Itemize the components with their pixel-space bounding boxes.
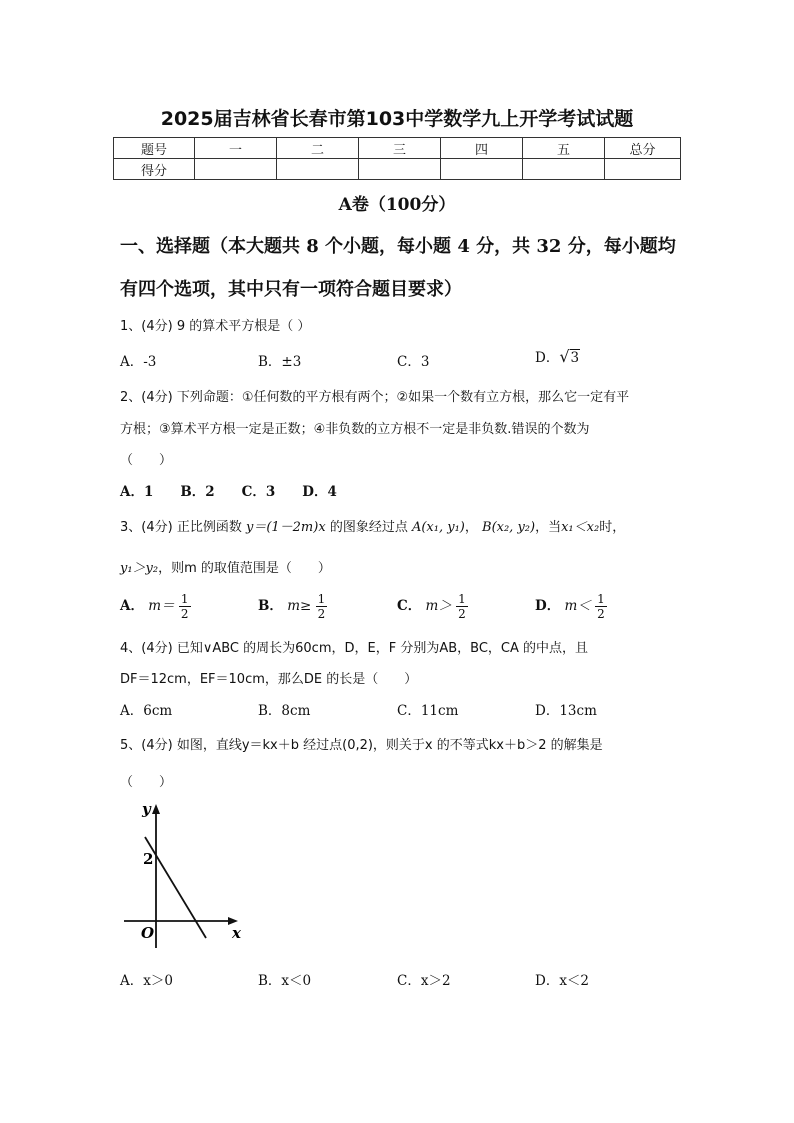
part-title: A卷（100分） xyxy=(338,195,456,215)
q3-option-c-label: C． xyxy=(397,598,422,614)
score-header-cell: 二 xyxy=(277,138,359,159)
score-table xyxy=(113,137,681,180)
score-header-cell: 一 xyxy=(195,138,277,159)
q3-option-a-label: A． xyxy=(120,598,144,614)
score-header-cell: 总分 xyxy=(605,138,681,159)
q1-option-c[interactable]: C．3 xyxy=(397,354,430,370)
score-cell[interactable] xyxy=(359,159,441,180)
q1-option-b[interactable]: B．±3 xyxy=(258,354,302,370)
question-3-line2 xyxy=(120,557,331,576)
q3-option-d-label: D． xyxy=(535,598,561,614)
score-cell[interactable] xyxy=(195,159,277,180)
fraction-one-half xyxy=(316,592,328,621)
line-y-kx-b xyxy=(145,837,206,938)
score-header-cell: 三 xyxy=(359,138,441,159)
q5-option-c[interactable]: C．x＞2 xyxy=(397,973,451,989)
y-intercept-label: 2 xyxy=(143,850,154,868)
q5-option-d[interactable]: D．x＜2 xyxy=(535,973,590,989)
fraction-numerator: 1 xyxy=(597,592,605,606)
q4-option-c[interactable]: C．11cm xyxy=(397,703,459,719)
q3-prefix: 3、(4分) 正比例函数 xyxy=(120,520,242,535)
q5-option-a[interactable]: A．x＞0 xyxy=(120,973,173,989)
question-3-line1: 3、(4分) 正比例函数 y＝(1－2m)x 的图象经过点 A(x₁, y₁)， B(x₂, y₂)，当x₁＜x₂时， xyxy=(120,520,626,535)
fraction-numerator: 1 xyxy=(458,592,466,606)
fraction-numerator: 1 xyxy=(180,592,189,606)
x-axis-label: x xyxy=(232,924,241,942)
section-heading-line2: 有四个选项，其中只有一项符合题目要求） xyxy=(120,279,462,300)
q3-option-a[interactable] xyxy=(120,592,191,621)
fraction-denominator: 2 xyxy=(597,607,605,621)
y-axis-label: y xyxy=(142,800,151,818)
question-1-stem: 1、(4分) 9 的算术平方根是（ ） xyxy=(120,319,311,334)
score-table-header-row xyxy=(114,138,681,159)
q4-option-b[interactable]: B．8cm xyxy=(258,703,311,719)
q3-line2-condition: y₁＞y₂ xyxy=(120,561,159,576)
score-header-cell: 四 xyxy=(441,138,523,159)
q3-point-b: B(x₂, y₂) xyxy=(482,520,536,535)
q3-mid: 的图象经过点 xyxy=(329,520,408,535)
q4-option-d[interactable]: D．13cm xyxy=(535,703,597,719)
score-header-cell: 题号 xyxy=(114,138,195,159)
q1-option-a[interactable]: A．-3 xyxy=(120,354,157,370)
question-4-line1: 4、(4分) 已知∨ABC 的周长为60cm，D，E，F 分别为AB，BC，CA 的中点，且 xyxy=(120,641,588,656)
score-cell[interactable] xyxy=(277,159,359,180)
question-2-line3: （ ） xyxy=(120,453,173,468)
q3-option-d-relation: m＜ xyxy=(564,598,591,614)
q3-option-c-relation: m＞ xyxy=(425,598,452,614)
q3-option-b[interactable] xyxy=(258,592,327,621)
question-2-line2: 方根；③算术平方根一定是正数；④非负数的立方根不一定是非负数.错误的个数为 xyxy=(120,422,590,437)
score-cell[interactable] xyxy=(605,159,681,180)
score-header-cell: 五 xyxy=(523,138,605,159)
score-cell[interactable] xyxy=(441,159,523,180)
fraction-one-half xyxy=(595,592,607,621)
q1-option-d-label: D． xyxy=(535,350,560,366)
score-cell[interactable] xyxy=(523,159,605,180)
q1-option-d[interactable] xyxy=(535,346,580,366)
question-2-line1: 2、(4分) 下列命题：①任何数的平方根有两个；②如果一个数有立方根，那么它一定有平 xyxy=(120,390,630,405)
section-heading-line1: 一、选择题（本大题共 8 个小题，每小题 4 分，共 32 分，每小题均 xyxy=(120,236,676,257)
q3-point-a: A(x₁, y₁) xyxy=(411,520,465,535)
q5-graph xyxy=(118,800,248,950)
sqrt-symbol-icon: √ xyxy=(559,347,570,366)
q5-option-b[interactable]: B．x＜0 xyxy=(258,973,312,989)
q3-condition: x₁＜x₂ xyxy=(561,520,600,535)
fraction-numerator: 1 xyxy=(317,592,326,606)
fraction-denominator: 2 xyxy=(180,607,189,621)
q4-option-a[interactable]: A．6cm xyxy=(120,703,173,719)
q3-option-c[interactable] xyxy=(397,592,468,621)
exam-title: 2025届吉林省长春市第103中学数学九上开学考试试题 xyxy=(160,108,634,130)
q3-option-b-label: B． xyxy=(258,598,283,614)
score-row-label: 得分 xyxy=(114,159,195,180)
fraction-one-half xyxy=(456,592,468,621)
question-5-line2: （ ） xyxy=(120,775,173,790)
fraction-one-half xyxy=(179,592,191,621)
q3-line1-end: 时， xyxy=(599,520,626,535)
q3-option-a-relation: m＝ xyxy=(148,598,175,614)
score-table-score-row xyxy=(114,159,681,180)
question-4-line2: DF＝12cm，EF＝10cm，那么DE 的长是（ ） xyxy=(120,672,418,687)
q2-options[interactable]: A．1 B．2 C．3 D．4 xyxy=(120,484,337,500)
fraction-denominator: 2 xyxy=(317,607,326,621)
question-5-line1: 5、(4分) 如图，直线y＝kx＋b 经过点(0,2)，则关于x 的不等式kx＋b＞2 的解集是 xyxy=(120,738,603,753)
q1-option-d-radicand: 3 xyxy=(570,350,580,366)
y-axis-arrow-icon xyxy=(152,804,160,814)
fraction-denominator: 2 xyxy=(458,607,466,621)
q3-option-b-relation: m≥ xyxy=(287,598,312,614)
q3-option-d[interactable] xyxy=(535,592,607,621)
q3-function: y＝(1－2m)x xyxy=(245,520,326,535)
origin-label: O xyxy=(141,924,155,942)
q3-line2-end: ，则m 的取值范围是（ ） xyxy=(158,561,331,576)
q3-when: ，当 xyxy=(535,520,562,535)
